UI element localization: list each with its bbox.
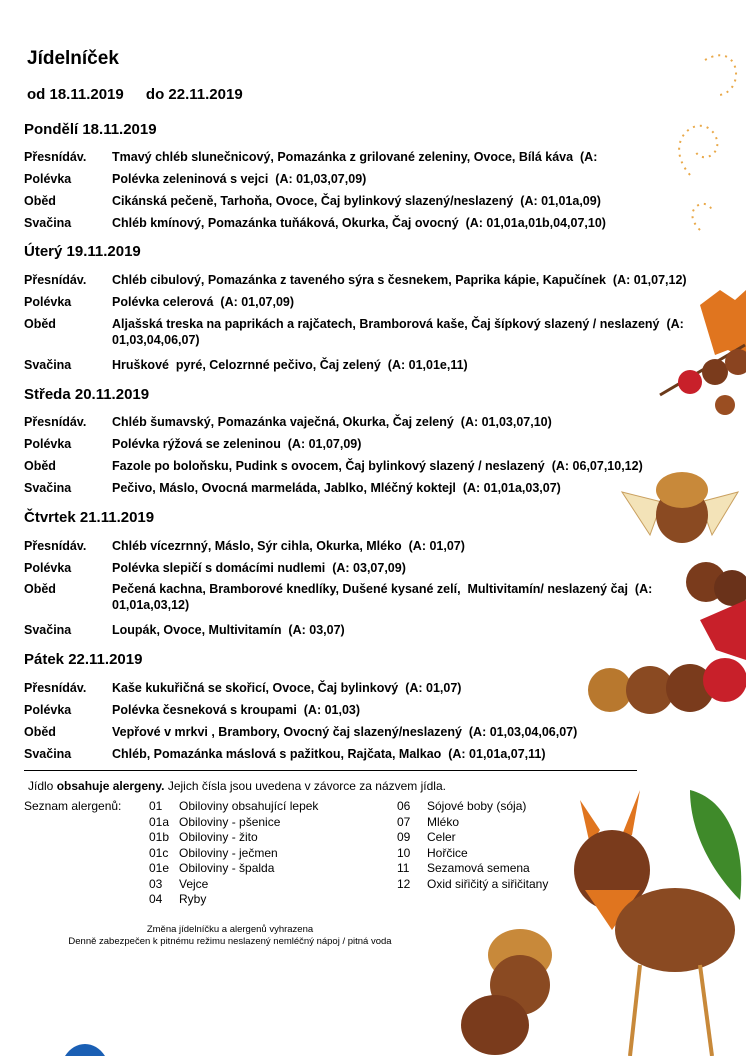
meal-text: Cikánská pečeně, Tarhoňa, Ovoce, Čaj bylinkový slazený/neslazený (A: 01,01a,09) <box>112 194 601 208</box>
meal-text: Vepřové v mrkvi , Brambory, Ovocný čaj slazený/neslazený (A: 01,03,04,06,07) <box>112 725 578 739</box>
meal-text: Chléb, Pomazánka máslová s pažitkou, Rajčata, Malkao (A: 01,01a,07,11) <box>112 747 546 761</box>
meal-text: Kaše kukuřičná se skořicí, Ovoce, Čaj bylinkový (A: 01,07) <box>112 681 462 695</box>
allergen-list-right <box>397 799 548 892</box>
meal-text: Chléb cibulový, Pomazánka z taveného sýra s česnekem, Paprika kápie, Kapučínek (A: 01,07,12) <box>112 273 687 287</box>
allergen-code: 01 <box>149 799 163 813</box>
allergen-name: Hořčice <box>427 845 468 860</box>
meal-label: Polévka <box>24 703 72 717</box>
meal-text: Aljašská treska na paprikách a rajčatech, Bramborová kaše, Čaj šípkový slazený / neslazený (A: 01,03,04,06,07) <box>112 317 684 347</box>
allergen-code: 01b <box>149 830 170 844</box>
meal-label: Přesnídáv. <box>24 415 87 429</box>
allergen-name: Sójové boby (sója) <box>427 799 527 813</box>
allergen-item <box>149 799 318 815</box>
allergen-item <box>149 892 318 908</box>
allergen-item <box>397 830 548 846</box>
allergen-name: Celer <box>427 830 456 844</box>
allergen-name: Obiloviny - žito <box>179 830 258 844</box>
allergen-note-rest: Jejich čísla jsou uvedena v závorce za názvem jídla. <box>164 779 446 793</box>
date-to: do 22.11.2019 <box>145 86 243 103</box>
allergen-item <box>149 815 318 831</box>
leaf-green-icon <box>690 790 741 900</box>
allergen-item <box>397 877 548 893</box>
allergen-note-bold: obsahuje alergeny. <box>56 779 165 793</box>
day-heading: Čtvrtek 21.11.2019 <box>24 509 155 526</box>
allergen-code: 01a <box>149 814 170 829</box>
meal-text: Polévka zeleninová s vejci (A: 01,03,07,09) <box>112 172 367 186</box>
meal-text: Polévka česneková s kroupami (A: 01,03) <box>112 703 361 717</box>
allergen-name: Ryby <box>179 892 207 906</box>
meal-text: Polévka rýžová se zeleninou (A: 01,07,09) <box>112 437 362 451</box>
divider <box>24 770 637 771</box>
allergen-code: 07 <box>397 814 411 829</box>
allergen-code: 01c <box>149 845 169 860</box>
meal-label: Oběd <box>24 194 56 208</box>
allergen-name: Obiloviny - pšenice <box>179 814 281 829</box>
day-heading: Pondělí 18.11.2019 <box>24 121 157 138</box>
allergen-name: Sezamová semena <box>427 861 530 875</box>
meal-text: Tmavý chléb slunečnicový, Pomazánka z grilované zeleniny, Ovoce, Bílá káva (A: <box>112 150 598 164</box>
meal-text: Hruškové pyré, Celozrnné pečivo, Čaj zelený (A: 01,01e,11) <box>112 358 468 372</box>
allergen-item <box>397 846 548 862</box>
meal-label: Polévka <box>24 437 72 451</box>
allergen-item <box>149 877 318 893</box>
meal-label: Svačina <box>24 747 72 761</box>
meal-label: Přesnídáv. <box>24 539 87 553</box>
meal-label: Polévka <box>24 561 72 575</box>
meal-label: Oběd <box>24 582 56 596</box>
meal-text: Chléb šumavský, Pomazánka vaječná, Okurka, Čaj zelený (A: 01,03,07,10) <box>112 415 552 429</box>
meal-label: Přesnídáv. <box>24 273 87 287</box>
meal-text: Fazole po boloňsku, Pudink s ovocem, Čaj bylinkový slazený / neslazený (A: 06,07,10,12) <box>112 459 643 473</box>
meal-label: Svačina <box>24 216 72 230</box>
allergen-list-title: Seznam alergenů: <box>24 799 122 813</box>
allergen-code: 11 <box>397 861 410 875</box>
allergen-item <box>149 846 318 862</box>
footer-note-change: Změna jídelníčku a alergenů vyhrazena <box>146 924 314 935</box>
allergen-name: Obiloviny - ječmen <box>179 845 278 860</box>
meal-label: Oběd <box>24 459 56 473</box>
allergen-item <box>397 815 548 831</box>
allergen-item <box>397 861 548 877</box>
allergen-name: Oxid siřičitý a siřičitany <box>427 876 549 891</box>
meal-text: Chléb vícezrnný, Máslo, Sýr cihla, Okurka, Mléko (A: 01,07) <box>112 539 465 553</box>
meal-label: Přesnídáv. <box>24 681 87 695</box>
meal-label: Oběd <box>24 725 56 739</box>
allergen-code: 06 <box>397 799 411 813</box>
date-from: od 18.11.2019 <box>27 86 124 103</box>
meal-text: Loupák, Ovoce, Multivitamín (A: 03,07) <box>112 623 345 637</box>
allergen-name: Obiloviny - špalda <box>179 861 275 875</box>
meal-label: Oběd <box>24 317 56 331</box>
meal-text: Chléb kmínový, Pomazánka tuňáková, Okurka, Čaj ovocný (A: 01,01a,01b,04,07,10) <box>112 216 606 230</box>
meal-text: Pečivo, Máslo, Ovocná marmeláda, Jablko, Mléčný koktejl (A: 01,01a,03,07) <box>112 481 561 495</box>
allergen-name: Vejce <box>179 876 209 891</box>
allergen-item <box>149 861 318 877</box>
allergen-code: 10 <box>397 845 411 860</box>
meal-label: Svačina <box>24 481 72 495</box>
meal-text: Polévka slepičí s domácími nudlemi (A: 03,07,09) <box>112 561 406 575</box>
day-heading: Pátek 22.11.2019 <box>24 651 143 668</box>
allergen-code: 09 <box>397 830 411 844</box>
allergen-item <box>397 799 548 815</box>
allergen-note-prefix: Jídlo <box>28 779 57 793</box>
meal-label: Svačina <box>24 623 72 637</box>
berry-stick-icon <box>660 345 746 415</box>
meal-text: Polévka celerová (A: 01,07,09) <box>112 295 295 309</box>
allergen-item <box>149 830 318 846</box>
meal-label: Svačina <box>24 358 72 372</box>
meal-text: Pečená kachna, Bramborové knedlíky, Dušené kysané zelí, Multivitamín/ neslazený čaj (A: 01,01a,03,12) <box>112 582 653 612</box>
allergen-list-left <box>149 799 318 908</box>
allergen-code: 12 <box>397 876 411 891</box>
day-heading: Středa 20.11.2019 <box>24 386 150 403</box>
page-title: Jídelníček <box>27 48 119 69</box>
date-range <box>27 86 261 103</box>
footer-note-drink: Denně zabezpečen k pitnému režimu neslazený nemléčný nápoj / pitná voda <box>68 936 392 947</box>
allergen-code: 03 <box>149 876 163 891</box>
meal-label: Polévka <box>24 295 72 309</box>
meal-label: Přesnídáv. <box>24 150 87 164</box>
allergen-note <box>28 779 446 793</box>
allergen-code: 04 <box>149 892 163 906</box>
allergen-name: Obiloviny obsahující lepek <box>179 799 319 813</box>
allergen-code: 01e <box>149 861 170 875</box>
meal-label: Polévka <box>24 172 72 186</box>
day-heading: Úterý 19.11.2019 <box>24 243 141 260</box>
allergen-name: Mléko <box>427 814 460 829</box>
logo-partial-icon <box>65 1044 105 1056</box>
